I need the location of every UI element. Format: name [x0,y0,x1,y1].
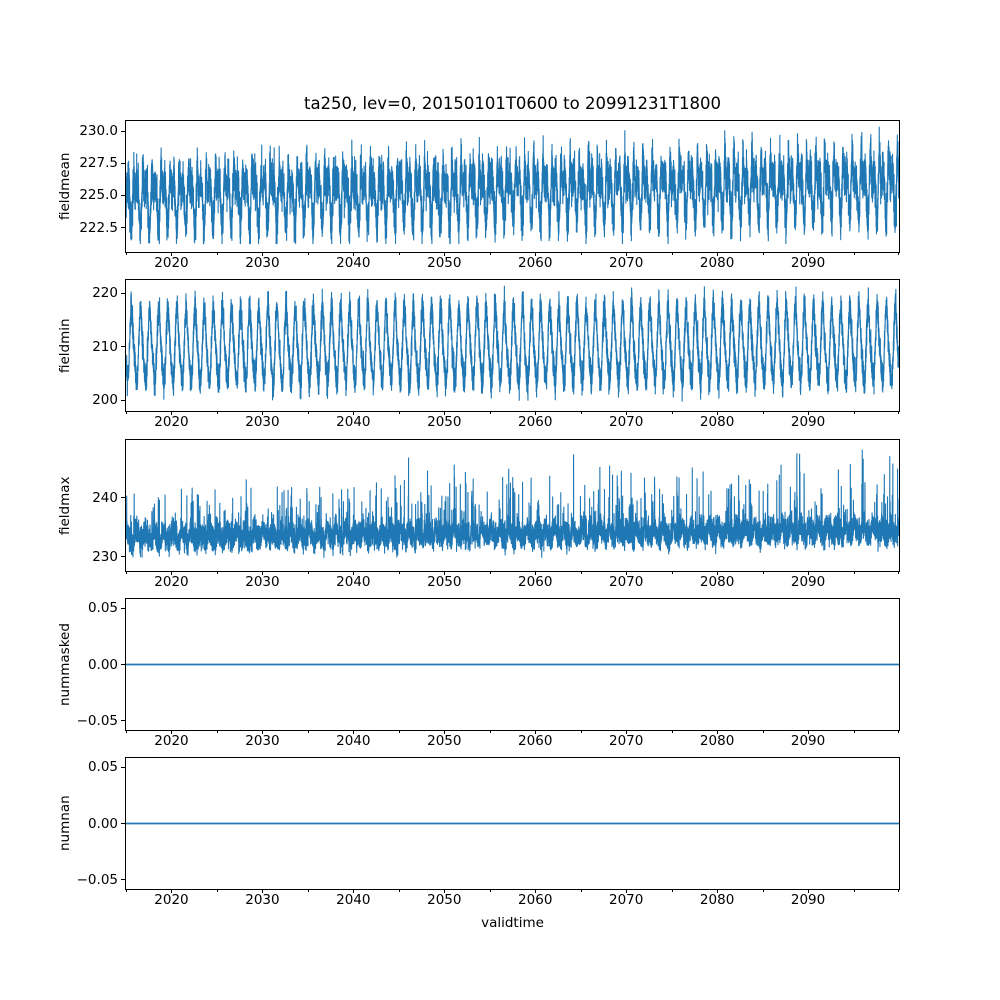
x-minor-tick [763,889,764,892]
y-tick [121,497,125,498]
y-tick-label: 0.00 [87,656,118,673]
x-tick-label: 2080 [699,414,735,430]
numnan-line-canvas [126,758,899,889]
y-tick [121,664,125,665]
y-tick-label: 227.5 [79,155,118,172]
y-tick [121,608,125,609]
x-tick-label: 2040 [336,892,371,908]
y-tick [121,346,125,347]
subplot-fieldmax [57,439,900,590]
x-tick-label: 2020 [154,255,189,271]
x-tick-label: 2050 [427,574,462,590]
y-tick [121,131,125,132]
subplot-fieldmean [57,120,900,271]
fieldmean-axis-label: fieldmean [57,152,73,221]
x-tick-label: 2060 [518,574,553,590]
y-tick [121,400,125,401]
x-tick-label: 2070 [608,892,644,908]
y-tick [121,163,125,164]
x-minor-tick [763,730,764,733]
x-minor-tick [581,571,582,574]
x-tick-label: 2080 [699,733,735,749]
x-minor-tick [399,252,400,255]
x-minor-tick [763,252,764,255]
subplot-numnan [57,757,900,908]
x-minor-tick [217,411,218,414]
x-tick-label: 2080 [699,892,735,908]
x-minor-tick [490,889,491,892]
y-tick-label: 0.05 [87,759,118,776]
x-tick-label: 2040 [336,574,371,590]
fieldmean-line-canvas [126,121,899,252]
x-tick-label: 2040 [336,255,371,271]
y-tick [121,195,125,196]
y-tick [121,823,125,824]
x-minor-tick [490,411,491,414]
x-minor-tick [126,571,127,574]
x-minor-tick [763,411,764,414]
y-tick-label: 200 [92,392,118,409]
fieldmin-line-canvas [126,280,899,411]
x-minor-tick [854,411,855,414]
x-minor-tick [672,889,673,892]
x-tick-label: 2060 [518,892,553,908]
x-tick-label: 2080 [699,255,735,271]
y-tick [121,227,125,228]
x-minor-tick [308,730,309,733]
x-tick-label: 2070 [608,733,644,749]
x-tick-label: 2030 [245,414,280,430]
x-tick-label: 2040 [336,733,371,749]
y-tick-label: −0.05 [76,871,118,888]
x-tick-label: 2050 [427,892,462,908]
x-tick-label: 2070 [608,414,644,430]
x-minor-tick [672,730,673,733]
x-minor-tick [581,730,582,733]
y-tick-label: 225.0 [79,187,118,204]
nummasked-line-canvas [126,599,899,730]
x-minor-tick [763,571,764,574]
x-minor-tick [126,252,127,255]
x-tick-label: 2020 [154,892,189,908]
x-minor-tick [854,889,855,892]
x-tick-label: 2060 [518,255,553,271]
x-tick-label: 2050 [427,733,462,749]
y-tick-label: −0.05 [76,712,118,729]
y-tick-label: 0.00 [87,815,118,832]
fieldmin-axis-label: fieldmin [57,318,73,373]
y-tick-label: 222.5 [79,219,118,236]
x-minor-tick [898,252,899,255]
x-minor-tick [672,411,673,414]
figure-title: ta250, lev=0, 20150101T0600 to 20991231T1800 [303,94,722,113]
y-tick [121,720,125,721]
x-minor-tick [126,411,127,414]
x-minor-tick [854,571,855,574]
x-minor-tick [581,889,582,892]
x-minor-tick [217,571,218,574]
y-tick-label: 230.0 [79,123,118,140]
x-tick-label: 2060 [518,414,553,430]
x-minor-tick [217,252,218,255]
x-minor-tick [217,730,218,733]
x-tick-label: 2070 [608,574,644,590]
x-tick-label: 2020 [154,574,189,590]
y-tick [121,293,125,294]
x-minor-tick [854,730,855,733]
y-tick-label: 220 [92,285,118,302]
x-minor-tick [898,889,899,892]
x-minor-tick [399,889,400,892]
x-tick-label: 2090 [790,574,826,590]
x-tick-label: 2080 [699,574,735,590]
x-tick-label: 2030 [245,574,280,590]
y-tick-label: 0.05 [87,600,118,617]
x-tick-label: 2090 [790,892,826,908]
x-tick-label: 2090 [790,733,826,749]
x-axis-label: validtime [481,915,544,931]
x-tick-label: 2090 [790,255,826,271]
x-minor-tick [898,411,899,414]
x-minor-tick [672,571,673,574]
nummasked-axis-label: nummasked [57,623,73,706]
y-tick-label: 240 [92,489,118,506]
x-tick-label: 2020 [154,414,189,430]
x-tick-label: 2030 [245,892,280,908]
x-tick-label: 2020 [154,733,189,749]
x-tick-label: 2060 [518,733,553,749]
x-minor-tick [399,571,400,574]
y-tick [121,879,125,880]
y-tick [121,556,125,557]
x-minor-tick [399,411,400,414]
x-minor-tick [898,571,899,574]
x-minor-tick [308,411,309,414]
x-tick-label: 2050 [427,414,462,430]
fieldmax-line-canvas [126,440,899,571]
x-minor-tick [126,730,127,733]
x-minor-tick [126,889,127,892]
x-tick-label: 2030 [245,733,280,749]
y-tick-label: 230 [92,548,118,565]
x-tick-label: 2070 [608,255,644,271]
x-minor-tick [308,252,309,255]
x-tick-label: 2040 [336,414,371,430]
fieldmax-axis-label: fieldmax [57,476,73,535]
x-minor-tick [672,252,673,255]
y-tick [121,767,125,768]
subplot-nummasked [57,598,900,749]
x-minor-tick [399,730,400,733]
x-minor-tick [308,889,309,892]
numnan-axis-label: numnan [57,795,73,852]
x-minor-tick [854,252,855,255]
x-tick-label: 2050 [427,255,462,271]
x-minor-tick [308,571,309,574]
x-minor-tick [898,730,899,733]
x-minor-tick [581,411,582,414]
x-tick-label: 2030 [245,255,280,271]
y-tick-label: 210 [92,338,118,355]
x-tick-label: 2090 [790,414,826,430]
x-minor-tick [217,889,218,892]
x-minor-tick [490,571,491,574]
x-minor-tick [490,252,491,255]
x-minor-tick [490,730,491,733]
x-minor-tick [581,252,582,255]
subplot-fieldmin [57,279,900,430]
